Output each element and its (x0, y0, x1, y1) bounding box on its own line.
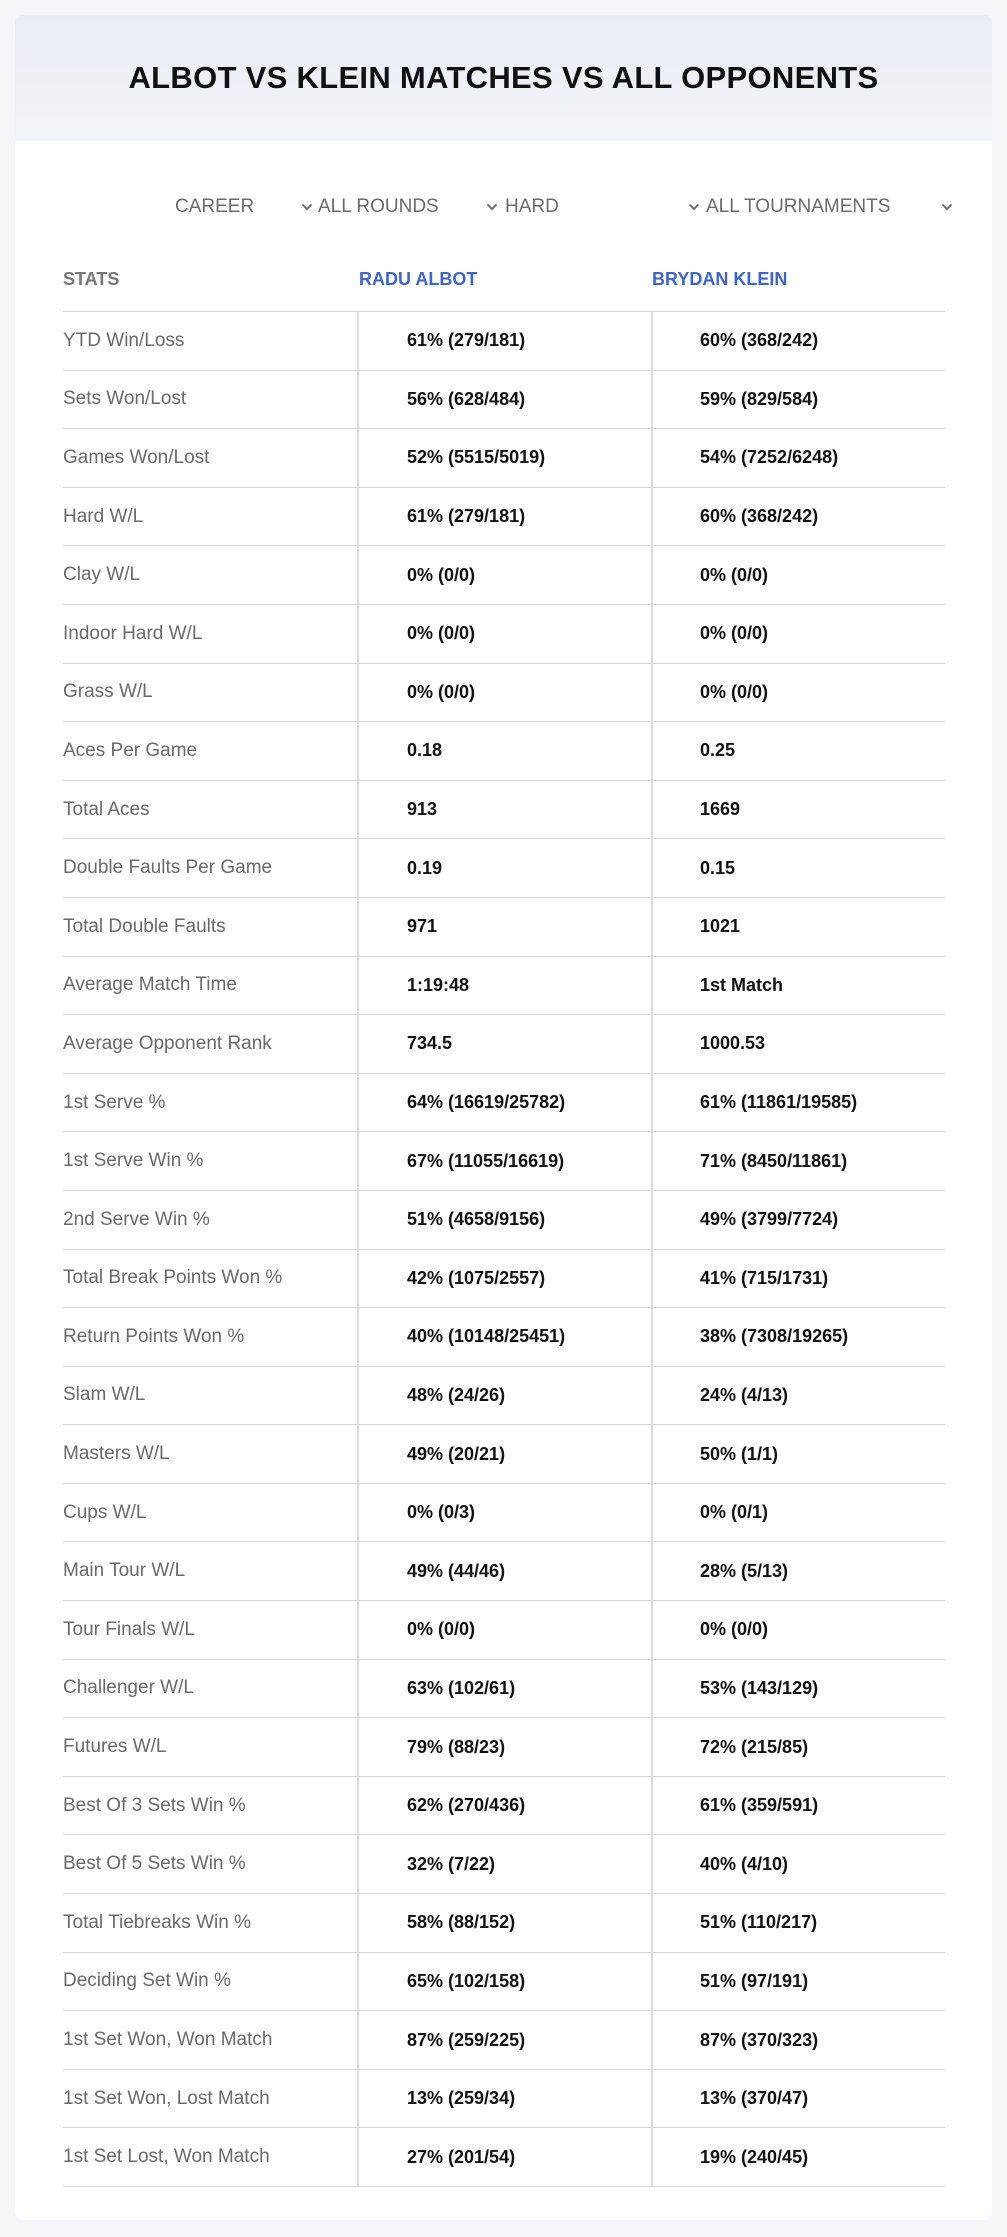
stats-table (63, 248, 945, 2187)
table-row (63, 429, 945, 488)
table-row (63, 1601, 945, 1660)
stat-label: Average Opponent Rank (63, 1032, 272, 1054)
player2-value: 28% (5/13) (651, 1542, 945, 1600)
player2-value: 53% (143/129) (651, 1660, 945, 1718)
stat-label: Aces Per Game (63, 739, 198, 761)
player2-value: 60% (368/242) (651, 488, 945, 546)
player2-value: 41% (715/1731) (651, 1250, 945, 1308)
player1-value: 49% (44/46) (357, 1542, 651, 1600)
player1-value: 67% (11055/16619) (357, 1132, 651, 1190)
table-row (63, 371, 945, 430)
table-row (63, 2070, 945, 2129)
table-row (63, 722, 945, 781)
player1-value: 0.19 (357, 839, 651, 897)
stat-label: Masters W/L (63, 1443, 170, 1465)
player2-value: 61% (359/591) (651, 1777, 945, 1835)
table-row (63, 957, 945, 1016)
table-row (63, 1425, 945, 1484)
player1-link[interactable]: RADU ALBOT (359, 269, 478, 289)
player1-value: 61% (279/181) (357, 312, 651, 370)
stat-label: 1st Serve % (63, 1091, 166, 1113)
stat-label: Futures W/L (63, 1736, 167, 1758)
table-row (63, 898, 945, 957)
player2-value: 54% (7252/6248) (651, 429, 945, 487)
table-row (63, 1835, 945, 1894)
player1-value: 0% (0/3) (357, 1484, 651, 1542)
stat-label: Challenger W/L (63, 1677, 194, 1699)
player1-value: 61% (279/181) (357, 488, 651, 546)
table-row (63, 839, 945, 898)
table-row (63, 664, 945, 723)
stat-label: Hard W/L (63, 505, 144, 527)
player1-value: 63% (102/61) (357, 1660, 651, 1718)
table-row (63, 1953, 945, 2012)
player1-value: 0% (0/0) (357, 1601, 651, 1659)
chevron-down-icon (486, 201, 498, 213)
table-header (63, 248, 945, 312)
table-row (63, 488, 945, 547)
table-row (63, 1777, 945, 1836)
table-row (63, 1250, 945, 1309)
stat-label: Total Double Faults (63, 915, 226, 937)
player2-value: 24% (4/13) (651, 1367, 945, 1425)
player1-value: 40% (10148/25451) (357, 1308, 651, 1366)
player1-value: 1:19:48 (357, 957, 651, 1015)
player1-value: 62% (270/436) (357, 1777, 651, 1835)
player1-value: 971 (357, 898, 651, 956)
player1-value: 49% (20/21) (357, 1425, 651, 1483)
player1-value: 51% (4658/9156) (357, 1191, 651, 1249)
filter-bar (15, 187, 992, 227)
table-row (63, 2011, 945, 2070)
stat-label: 2nd Serve Win % (63, 1208, 210, 1230)
player1-value: 48% (24/26) (357, 1367, 651, 1425)
player2-value: 40% (4/10) (651, 1835, 945, 1893)
stat-label: Return Points Won % (63, 1325, 245, 1347)
player1-value: 0% (0/0) (357, 546, 651, 604)
player2-value: 61% (11861/19585) (651, 1074, 945, 1132)
player2-value: 0.25 (651, 722, 945, 780)
table-row (63, 1132, 945, 1191)
table-row (63, 781, 945, 840)
chevron-down-icon (941, 201, 953, 213)
period-select-value: CAREER (175, 196, 255, 217)
table-row (63, 1074, 945, 1133)
stat-label: 1st Set Lost, Won Match (63, 2146, 270, 2168)
stat-label: Sets Won/Lost (63, 388, 187, 410)
table-row (63, 1308, 945, 1367)
player2-value: 1669 (651, 781, 945, 839)
player2-value: 0% (0/0) (651, 605, 945, 663)
stat-label: Average Match Time (63, 974, 237, 996)
stat-label: Total Aces (63, 798, 150, 820)
stat-label: Slam W/L (63, 1384, 146, 1406)
player1-value: 58% (88/152) (357, 1894, 651, 1952)
table-row (63, 1191, 945, 1250)
table-row (63, 1542, 945, 1601)
period-select[interactable] (175, 187, 313, 227)
player1-value: 32% (7/22) (357, 1835, 651, 1893)
stat-label: Best Of 5 Sets Win % (63, 1853, 246, 1875)
card-header (15, 15, 992, 141)
table-row (63, 2128, 945, 2187)
player2-value: 49% (3799/7724) (651, 1191, 945, 1249)
player1-value: 64% (16619/25782) (357, 1074, 651, 1132)
stat-label: Best Of 3 Sets Win % (63, 1794, 246, 1816)
chevron-down-icon (688, 201, 700, 213)
player2-value: 87% (370/323) (651, 2011, 945, 2069)
player2-value: 50% (1/1) (651, 1425, 945, 1483)
table-row (63, 1894, 945, 1953)
table-row (63, 312, 945, 371)
player2-value: 0.15 (651, 839, 945, 897)
player1-value: 87% (259/225) (357, 2011, 651, 2069)
table-row (63, 1718, 945, 1777)
table-row (63, 1015, 945, 1074)
stat-label: Cups W/L (63, 1501, 147, 1523)
stat-label: Grass W/L (63, 681, 153, 703)
chevron-down-icon (301, 201, 313, 213)
stats-card (15, 15, 992, 2220)
stat-label: Games Won/Lost (63, 446, 210, 468)
player1-value: 42% (1075/2557) (357, 1250, 651, 1308)
stat-label: YTD Win/Loss (63, 329, 185, 351)
player1-value: 913 (357, 781, 651, 839)
player2-value: 13% (370/47) (651, 2070, 945, 2128)
page-title: ALBOT VS KLEIN MATCHES VS ALL OPPONENTS (128, 60, 879, 95)
table-body (63, 312, 945, 2187)
player1-value: 13% (259/34) (357, 2070, 651, 2128)
tournament-select[interactable] (706, 187, 953, 227)
player2-value: 60% (368/242) (651, 312, 945, 370)
player2-value: 0% (0/0) (651, 546, 945, 604)
round-select[interactable] (318, 187, 498, 227)
player2-value: 0% (0/1) (651, 1484, 945, 1542)
player2-value: 51% (97/191) (651, 1953, 945, 2011)
player2-value: 0% (0/0) (651, 1601, 945, 1659)
round-select-value: ALL ROUNDS (318, 196, 439, 217)
stat-label: Deciding Set Win % (63, 1970, 231, 1992)
stat-label: Main Tour W/L (63, 1560, 186, 1582)
player1-value: 27% (201/54) (357, 2128, 651, 2186)
stat-label: Double Faults Per Game (63, 857, 273, 879)
stat-label: Total Tiebreaks Win % (63, 1911, 251, 1933)
table-row (63, 1367, 945, 1426)
table-row (63, 1660, 945, 1719)
stats-column-header: STATS (63, 269, 120, 289)
player2-value: 1021 (651, 898, 945, 956)
player2-value: 59% (829/584) (651, 371, 945, 429)
player2-value: 19% (240/45) (651, 2128, 945, 2186)
table-row (63, 605, 945, 664)
stat-label: Indoor Hard W/L (63, 622, 203, 644)
player1-value: 0% (0/0) (357, 605, 651, 663)
player2-value: 0% (0/0) (651, 664, 945, 722)
tournament-select-value: ALL TOURNAMENTS (706, 196, 891, 217)
player1-value: 0.18 (357, 722, 651, 780)
table-row (63, 546, 945, 605)
player1-value: 52% (5515/5019) (357, 429, 651, 487)
stat-label: 1st Set Won, Lost Match (63, 2087, 270, 2109)
player1-value: 56% (628/484) (357, 371, 651, 429)
stat-label: 1st Set Won, Won Match (63, 2029, 273, 2051)
surface-select[interactable] (505, 187, 700, 227)
player2-value: 72% (215/85) (651, 1718, 945, 1776)
player2-value: 51% (110/217) (651, 1894, 945, 1952)
stat-label: Tour Finals W/L (63, 1618, 195, 1640)
table-row (63, 1484, 945, 1543)
stat-label: Total Break Points Won % (63, 1267, 283, 1289)
surface-select-value: HARD (505, 196, 559, 217)
stat-label: Clay W/L (63, 564, 141, 586)
player2-link[interactable]: BRYDAN KLEIN (652, 269, 788, 289)
player1-value: 734.5 (357, 1015, 651, 1073)
player2-value: 71% (8450/11861) (651, 1132, 945, 1190)
player2-value: 38% (7308/19265) (651, 1308, 945, 1366)
stat-label: 1st Serve Win % (63, 1150, 204, 1172)
player1-value: 79% (88/23) (357, 1718, 651, 1776)
player1-value: 0% (0/0) (357, 664, 651, 722)
player2-value: 1000.53 (651, 1015, 945, 1073)
player1-value: 65% (102/158) (357, 1953, 651, 2011)
player2-value: 1st Match (651, 957, 945, 1015)
